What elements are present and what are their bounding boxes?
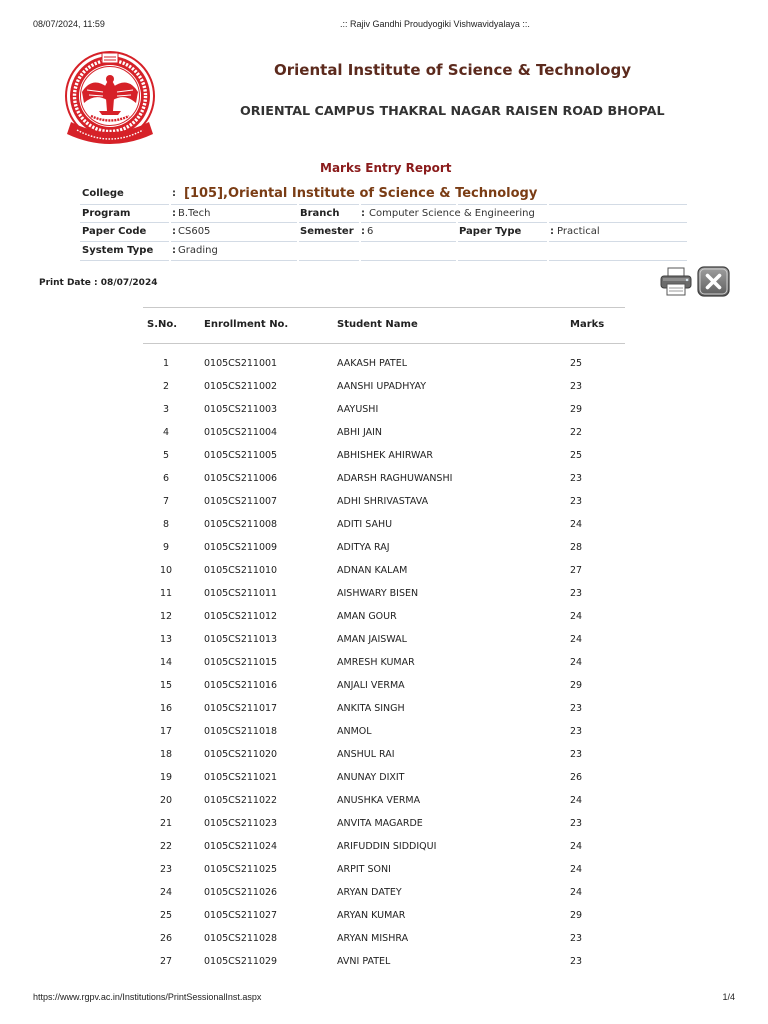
serial-number-cell: 15 (159, 680, 173, 691)
serial-number-cell: 14 (159, 657, 173, 668)
student-name-cell: AMAN JAISWAL (337, 634, 407, 645)
report-title: Marks Entry Report (320, 161, 452, 175)
table-row (143, 375, 625, 398)
student-name-cell: ANJALI VERMA (337, 680, 405, 691)
serial-number-cell: 20 (159, 795, 173, 806)
table-row (143, 950, 625, 973)
student-name-cell: AVNI PATEL (337, 956, 391, 967)
marks-cell: 23 (570, 818, 583, 829)
serial-number-cell: 5 (162, 450, 170, 461)
marks-cell: 23 (570, 933, 583, 944)
enrollment-number-cell: 0105CS211006 (204, 473, 278, 484)
table-row (143, 835, 625, 858)
table-header-row (143, 307, 625, 344)
student-name-cell: ADHI SHRIVASTAVA (337, 496, 429, 507)
print-date (39, 277, 157, 289)
marks-cell: 23 (570, 473, 583, 484)
enrollment-number-cell: 0105CS211007 (204, 496, 278, 507)
marks-cell: 23 (570, 749, 583, 760)
enrollment-number-cell: 0105CS211026 (204, 887, 278, 898)
serial-number-cell: 2 (162, 381, 170, 392)
serial-number-cell: 22 (159, 841, 173, 852)
enrollment-number-cell: 0105CS211001 (204, 358, 278, 369)
print-footer-url: https://www.rgpv.ac.in/Institutions/PrintSessionalInst.aspx (33, 992, 262, 1002)
table-row (143, 789, 625, 812)
marks-cell: 24 (570, 634, 583, 645)
marks-cell: 24 (570, 519, 583, 530)
serial-number-cell: 10 (159, 565, 173, 576)
print-datetime: 08/07/2024, 11:59 (33, 19, 105, 29)
serial-number-cell: 12 (159, 611, 173, 622)
enrollment-number-cell: 0105CS211012 (204, 611, 278, 622)
enrollment-number-cell: 0105CS211022 (204, 795, 278, 806)
marks-cell: 29 (570, 680, 583, 691)
column-header-enrollment: Enrollment No. (204, 319, 289, 330)
enrollment-number-cell: 0105CS211011 (204, 588, 278, 599)
branch-value: Computer Science & Engineering (369, 208, 535, 219)
enrollment-number-cell: 0105CS211016 (204, 680, 278, 691)
paper-row (0, 223, 768, 241)
table-row (143, 513, 625, 536)
enrollment-number-cell: 0105CS211015 (204, 657, 278, 668)
table-row (143, 352, 625, 375)
marks-cell: 29 (570, 404, 583, 415)
column-header-marks: Marks (570, 319, 605, 330)
serial-number-cell: 1 (162, 358, 170, 369)
table-row (143, 536, 625, 559)
program-value: B.Tech (178, 208, 211, 219)
row-divider (80, 260, 687, 261)
institute-name: Oriental Institute of Science & Technology (274, 61, 631, 79)
system-type-value: Grading (178, 245, 218, 256)
student-name-cell: ARYAN KUMAR (337, 910, 406, 921)
table-row (143, 720, 625, 743)
student-name-cell: AMRESH KUMAR (337, 657, 415, 668)
marks-cell: 23 (570, 703, 583, 714)
column-header-student-name: Student Name (337, 319, 418, 330)
serial-number-cell: 4 (162, 427, 170, 438)
table-row (143, 421, 625, 444)
marks-cell: 24 (570, 611, 583, 622)
print-date-label: Print Date : (39, 278, 98, 288)
close-icon[interactable] (697, 266, 730, 297)
paper-type-value: Practical (557, 226, 600, 237)
serial-number-cell: 19 (159, 772, 173, 783)
branch-separator: : (361, 208, 365, 219)
serial-number-cell: 3 (162, 404, 170, 415)
enrollment-number-cell: 0105CS211021 (204, 772, 278, 783)
marks-cell: 26 (570, 772, 583, 783)
student-name-cell: ADNAN KALAM (337, 565, 408, 576)
marks-cell: 23 (570, 496, 583, 507)
serial-number-cell: 16 (159, 703, 173, 714)
student-name-cell: AISHWARY BISEN (337, 588, 419, 599)
marks-cell: 24 (570, 887, 583, 898)
serial-number-cell: 26 (159, 933, 173, 944)
system-type-row (0, 242, 768, 260)
marks-cell: 24 (570, 841, 583, 852)
table-row (143, 628, 625, 651)
marks-cell: 29 (570, 910, 583, 921)
enrollment-number-cell: 0105CS211002 (204, 381, 278, 392)
program-separator: : (172, 208, 176, 219)
table-row (143, 559, 625, 582)
student-name-cell: ARYAN DATEY (337, 887, 402, 898)
student-name-cell: ADITYA RAJ (337, 542, 390, 553)
student-name-cell: AMAN GOUR (337, 611, 397, 622)
student-name-cell: ANUNAY DIXIT (337, 772, 405, 783)
enrollment-number-cell: 0105CS211024 (204, 841, 278, 852)
enrollment-number-cell: 0105CS211004 (204, 427, 278, 438)
table-row (143, 444, 625, 467)
institute-address: ORIENTAL CAMPUS THAKRAL NAGAR RAISEN ROAD BHOPAL (240, 103, 665, 118)
serial-number-cell: 8 (162, 519, 170, 530)
serial-number-cell: 25 (159, 910, 173, 921)
enrollment-number-cell: 0105CS211028 (204, 933, 278, 944)
enrollment-number-cell: 0105CS211023 (204, 818, 278, 829)
student-name-cell: AAKASH PATEL (337, 358, 407, 369)
student-name-cell: ANMOL (337, 726, 372, 737)
program-row (0, 205, 768, 222)
marks-cell: 25 (570, 450, 583, 461)
serial-number-cell: 7 (162, 496, 170, 507)
serial-number-cell: 9 (162, 542, 170, 553)
institute-logo (63, 50, 157, 146)
serial-number-cell: 6 (162, 473, 170, 484)
student-name-cell: AAYUSHI (337, 404, 379, 415)
paper-code-separator: : (172, 226, 176, 237)
college-separator: : (172, 188, 176, 199)
marks-cell: 24 (570, 657, 583, 668)
college-value: [105],Oriental Institute of Science & Technology (184, 186, 538, 201)
serial-number-cell: 27 (159, 956, 173, 967)
serial-number-cell: 17 (159, 726, 173, 737)
enrollment-number-cell: 0105CS211020 (204, 749, 278, 760)
table-row (143, 651, 625, 674)
enrollment-number-cell: 0105CS211003 (204, 404, 278, 415)
program-label: Program (82, 208, 131, 219)
enrollment-number-cell: 0105CS211009 (204, 542, 278, 553)
table-row (143, 490, 625, 513)
serial-number-cell: 11 (159, 588, 173, 599)
column-header-sno: S.No. (147, 319, 178, 330)
table-row (143, 674, 625, 697)
student-name-cell: ANSHUL RAI (337, 749, 395, 760)
enrollment-number-cell: 0105CS211008 (204, 519, 278, 530)
enrollment-number-cell: 0105CS211025 (204, 864, 278, 875)
college-row (0, 184, 768, 204)
student-name-cell: ARYAN MISHRA (337, 933, 409, 944)
table-row (143, 467, 625, 490)
table-row (143, 812, 625, 835)
table-row (143, 904, 625, 927)
table-row (143, 697, 625, 720)
enrollment-number-cell: 0105CS211029 (204, 956, 278, 967)
marks-cell: 25 (570, 358, 583, 369)
paper-type-separator: : (550, 226, 554, 237)
marks-cell: 23 (570, 381, 583, 392)
student-name-cell: ANKITA SINGH (337, 703, 405, 714)
paper-code-value: CS605 (178, 226, 211, 237)
serial-number-cell: 23 (159, 864, 173, 875)
table-row (143, 582, 625, 605)
enrollment-number-cell: 0105CS211013 (204, 634, 278, 645)
enrollment-number-cell: 0105CS211018 (204, 726, 278, 737)
enrollment-number-cell: 0105CS211027 (204, 910, 278, 921)
paper-code-label: Paper Code (82, 226, 147, 237)
enrollment-number-cell: 0105CS211010 (204, 565, 278, 576)
table-row (143, 858, 625, 881)
semester-value: 6 (367, 226, 374, 237)
serial-number-cell: 24 (159, 887, 173, 898)
marks-cell: 23 (570, 726, 583, 737)
student-name-cell: ARIFUDDIN SIDDIQUI (337, 841, 437, 852)
table-row (143, 881, 625, 904)
marks-cell: 24 (570, 795, 583, 806)
system-type-separator: : (172, 245, 176, 256)
system-type-label: System Type (82, 245, 154, 256)
paper-type-label: Paper Type (459, 226, 522, 237)
print-page-number: 1/4 (722, 992, 735, 1002)
student-name-cell: ABHISHEK AHIRWAR (337, 450, 434, 461)
print-date-value: 08/07/2024 (100, 278, 158, 288)
marks-cell: 22 (570, 427, 583, 438)
student-name-cell: ABHI JAIN (337, 427, 383, 438)
semester-label: Semester (300, 226, 354, 237)
enrollment-number-cell: 0105CS211017 (204, 703, 278, 714)
student-name-cell: ADITI SAHU (337, 519, 393, 530)
marks-cell: 23 (570, 588, 583, 599)
student-name-cell: AANSHI UPADHYAY (337, 381, 427, 392)
print-page-title: .:: Rajiv Gandhi Proudyogiki Vishwavidyalaya ::. (340, 19, 530, 29)
branch-label: Branch (300, 208, 340, 219)
table-row (143, 743, 625, 766)
marks-table (143, 307, 625, 987)
marks-cell: 24 (570, 864, 583, 875)
printer-icon[interactable] (659, 266, 693, 297)
college-label: College (82, 188, 124, 199)
table-row (143, 927, 625, 950)
student-name-cell: ADARSH RAGHUWANSHI (337, 473, 453, 484)
enrollment-number-cell: 0105CS211005 (204, 450, 278, 461)
serial-number-cell: 13 (159, 634, 173, 645)
student-name-cell: ANVITA MAGARDE (337, 818, 423, 829)
marks-cell: 28 (570, 542, 583, 553)
serial-number-cell: 18 (159, 749, 173, 760)
marks-cell: 27 (570, 565, 583, 576)
table-row (143, 398, 625, 421)
semester-separator: : (361, 226, 365, 237)
serial-number-cell: 21 (159, 818, 173, 829)
table-row (143, 766, 625, 789)
student-name-cell: ARPIT SONI (337, 864, 391, 875)
student-name-cell: ANUSHKA VERMA (337, 795, 421, 806)
marks-cell: 23 (570, 956, 583, 967)
table-row (143, 605, 625, 628)
